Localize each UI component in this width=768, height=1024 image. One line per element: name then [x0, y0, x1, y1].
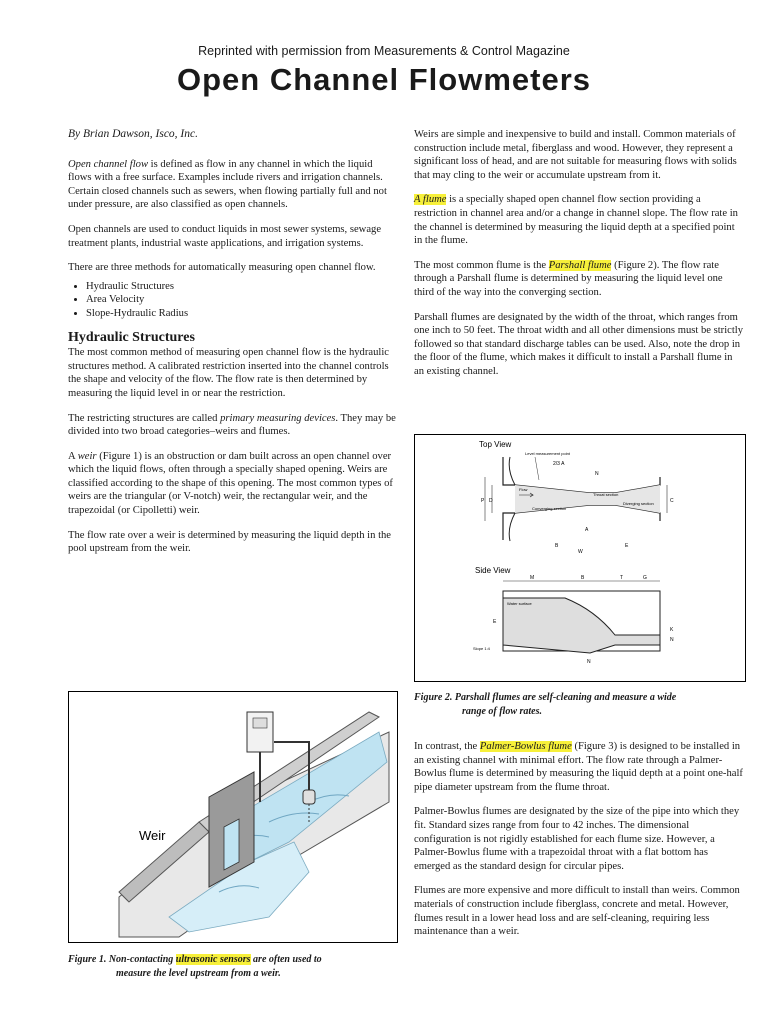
svg-text:Diverging section: Diverging section: [623, 501, 654, 506]
paragraph-hydraulic: The most common method of measuring open channel flow is the hydraulic structures method. A calibrated restriction inserted into the channel controls the shape and velocity of the flow. The flow rate is then determined by measuring the liquid level in or near the restriction.: [68, 347, 389, 399]
svg-text:W: W: [578, 549, 583, 555]
svg-text:E: E: [493, 619, 497, 625]
highlight-ultrasonic: ultrasonic sensors: [175, 954, 251, 965]
right-column-lower: [414, 740, 746, 950]
svg-text:Slope 1:4: Slope 1:4: [473, 646, 490, 651]
weir-label: Weir: [139, 828, 166, 843]
svg-text:C: C: [670, 498, 674, 504]
svg-text:Throat section: Throat section: [593, 492, 619, 497]
svg-text:Converging section: Converging section: [532, 506, 567, 511]
paragraph-uses: Open channels are used to conduct liquids in most sewer systems, sewage treatment plants, industrial waste applications, and irrigation systems.: [68, 223, 382, 249]
svg-text:N: N: [670, 637, 674, 643]
svg-text:T: T: [620, 575, 624, 581]
paragraph-parshall-sizes: Parshall flumes are designated by the width of the throat, which ranges from one inch to 50 feet. The throat width and all other dimensions must be strictly followed so that standard discharge tables can be used. Also, note the drop in the floor of the flume, which makes it difficult to install a Parshall flume in an existing channel.: [414, 311, 744, 377]
paragraph-flume: A flume is a specially shaped open channel flow section providing a restriction in channel area and/or a change in channel slope. The flow rate in the channel is determined by measuring the liquid depth at a specified point in the flume.: [414, 194, 738, 247]
right-column: [414, 128, 744, 390]
svg-text:P: P: [481, 498, 485, 504]
figure-1-weir: [68, 691, 398, 943]
svg-text:Water surface: Water surface: [507, 601, 532, 606]
svg-text:B: B: [581, 575, 585, 581]
svg-text:Flow: Flow: [519, 487, 528, 492]
svg-text:B: B: [555, 543, 559, 549]
byline: By Brian Dawson, Isco, Inc.: [68, 128, 198, 140]
term-open-channel-flow: Open channel flow: [68, 158, 149, 170]
paragraph-parshall: The most common flume is the Parshall flume (Figure 2). The flow rate through a Parshall flume is determined by measuring the liquid level one third of the way into the converging section.: [414, 259, 723, 298]
side-view-label: Side View: [475, 566, 511, 575]
svg-text:K: K: [670, 627, 674, 633]
figure-2-caption: Figure 2. Parshall flumes are self-cleaning and measure a wide range of flow rates.: [414, 692, 677, 717]
parshall-diagram: [415, 435, 744, 680]
highlight-flume: A flume: [414, 194, 447, 206]
svg-text:G: G: [643, 575, 647, 581]
svg-text:N: N: [587, 659, 591, 665]
svg-text:D: D: [489, 498, 493, 504]
list-item: • Hydraulic Structures: [86, 280, 396, 294]
paragraph-weir-materials: Weirs are simple and inexpensive to build and install. Common materials of construction include metal, fiberglass and wood. However, they represent a significant loss of head, and are not suitable for measuring flows with solids that may cling to the weir or accumulate upstream from it.: [414, 129, 737, 181]
reprint-notice: Reprinted with permission from Measurements & Control Magazine: [198, 44, 570, 58]
term-primary-devices: primary measuring devices: [220, 412, 336, 424]
section-heading: Hydraulic Structures: [68, 329, 195, 345]
paragraph-primary-devices: The restricting structures are called primary measuring devices. They may be divided into two broad categories–weirs and flumes.: [68, 412, 396, 438]
left-column: [68, 128, 396, 567]
paragraph-methods: There are three methods for automatically measuring open channel flow.: [68, 262, 376, 274]
paragraph-weir-flow: The flow rate over a weir is determined by measuring the liquid depth in the pool upstream from the weir.: [68, 529, 392, 555]
paragraph-palmer-bowlus: In contrast, the Palmer-Bowlus flume (Figure 3) is designed to be installed in an existing channel with minimal effort. The flow rate through a Palmer-Bowlus flume is determined by measuring the liquid depth at a point one-half pipe diameter upstream from the flume throat.: [414, 741, 743, 793]
svg-text:M: M: [530, 575, 535, 581]
svg-text:2/3 A: 2/3 A: [553, 461, 565, 467]
weir-illustration: [69, 692, 396, 941]
page-title: Open Channel Flowmeters: [176, 62, 591, 97]
top-view-label: Top View: [479, 440, 512, 449]
svg-text:Level measurement point: Level measurement point: [525, 451, 570, 456]
methods-list: [68, 280, 396, 321]
figure-2-parshall: [414, 434, 746, 682]
highlight-palmer-bowlus: Palmer-Bowlus flume: [479, 741, 572, 752]
list-item: • Slope-Hydraulic Radius: [86, 307, 396, 321]
paragraph-flume-cost: Flumes are more expensive and more difficult to install than weirs. Common materials of construction include fiberglass, concrete and metal. However, flumes result in a lower head loss and are self-cleaning, requiring less maintenance than a weir.: [414, 885, 740, 938]
svg-text:E: E: [625, 543, 629, 549]
list-item: • Area Velocity: [86, 293, 396, 307]
highlight-parshall: Parshall flume: [548, 259, 612, 271]
term-weir: weir: [77, 450, 97, 462]
paragraph-definition: Open channel flow is defined as flow in any channel in which the liquid flows with a free surface. Examples include rivers and irrigation channels. Certain closed channels such as sewers, when flowing partially full and not under pressure, are also classified as open channels.: [68, 158, 387, 211]
svg-text:N: N: [595, 471, 599, 477]
figure-1-caption: Figure 1. Non-contacting ultrasonic sensors are often used to measure the level upstream from a weir.: [68, 954, 322, 979]
svg-text:A: A: [585, 527, 589, 533]
paragraph-weir: A weir (Figure 1) is an obstruction or dam built across an open channel over which the liquid flows, often through a specially shaped opening. Weirs are classified according to the shape of this opening. The most common types of weirs are the triangular (or V-notch) weir, the rectangular weir, and the trapezoidal (or Cipolletti) weir.: [68, 450, 393, 517]
paragraph-palmer-sizes: Palmer-Bowlus flumes are designated by the size of the pipe into which they fit. Standard sizes range from four to 42 inches. The dimensional configuration is not rigidly established for each flume size. However, a Palmer-Bowlus flume with a trapezoidal throat with a flat bottom has emerged as the standard design for circular pipes.: [414, 806, 740, 872]
